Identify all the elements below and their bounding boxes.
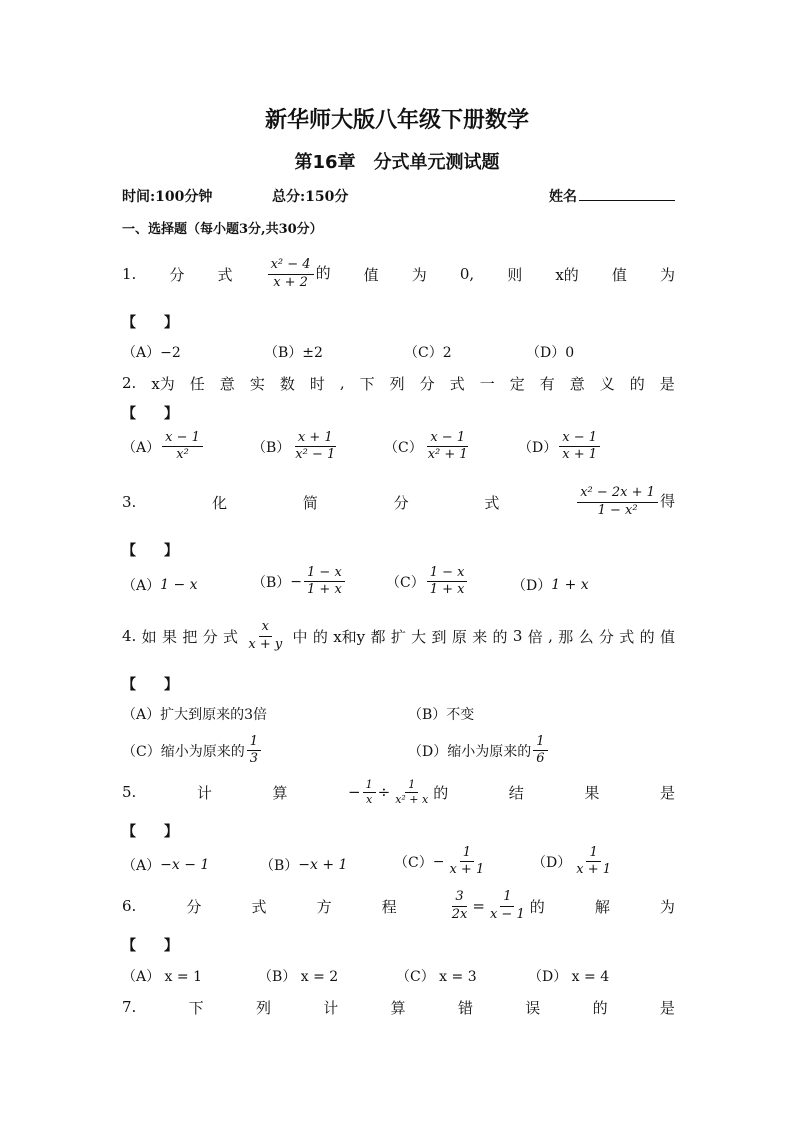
word: 的	[492, 627, 508, 646]
word: 式	[449, 374, 465, 393]
question-number: 5.	[122, 783, 137, 801]
exam-info	[122, 186, 675, 208]
question-number: 1.	[122, 265, 137, 283]
word: 解	[594, 897, 610, 916]
question-number: 3.	[122, 493, 137, 511]
word: 那	[558, 627, 574, 646]
word: 程	[381, 897, 397, 916]
numerator: x	[259, 619, 272, 636]
word: 是	[659, 998, 675, 1017]
answer-bracket: 【 】	[122, 406, 178, 422]
word: 扩	[390, 627, 406, 646]
fraction-term	[575, 485, 675, 519]
question-7	[122, 996, 675, 1018]
option-d: （D）缩小为原来的 $\frac{1}{6}$	[408, 734, 550, 768]
numerator: x² − 2x + 1	[577, 485, 658, 502]
option-a: （A）−2	[122, 345, 181, 361]
word: 的	[315, 264, 331, 282]
word: 一	[479, 374, 495, 393]
question-1-options	[122, 342, 675, 362]
word: 果	[161, 627, 177, 646]
option-b: （B） x = 2	[258, 969, 339, 985]
word: 到	[431, 627, 447, 646]
numerator: x² − 4	[268, 257, 314, 274]
word: 大	[411, 627, 427, 646]
word: 得	[659, 492, 675, 510]
word: 分	[393, 493, 409, 512]
word: 化	[212, 493, 228, 512]
word: 分	[169, 265, 185, 284]
answer-bracket: 【 】	[122, 677, 178, 693]
time-limit: 时间:100分钟	[122, 189, 213, 205]
word: 义	[599, 374, 615, 393]
word: 的	[629, 374, 645, 393]
denominator: x + y	[248, 636, 283, 652]
option-b: （B） $\frac{x + 1}{\text{x² − 1}}$	[252, 430, 336, 463]
option-c: （C）2	[404, 345, 452, 361]
word: 实	[249, 374, 265, 393]
answer-bracket: 【 】	[122, 938, 178, 954]
word: 列	[389, 374, 405, 393]
option-b: （B） − $\frac{1 - x}{1 + x}$	[252, 565, 347, 599]
question-6	[122, 886, 675, 926]
word: 的	[312, 627, 328, 646]
word: 算	[272, 783, 288, 802]
word: 为	[659, 265, 675, 284]
word: 式	[251, 897, 267, 916]
word: 是	[659, 374, 675, 393]
word: 来	[472, 627, 488, 646]
answer-bracket: 【 】	[122, 543, 178, 559]
fraction-term	[245, 619, 285, 653]
word: 简	[302, 493, 318, 512]
word: 计	[323, 998, 339, 1017]
word: 意	[569, 374, 585, 393]
word: 么	[578, 627, 594, 646]
option-c: （C） − $\frac{1}{x + 1}$	[394, 845, 485, 878]
word: 误	[525, 998, 541, 1017]
question-number: 4.	[122, 627, 137, 645]
question-3-options	[122, 565, 675, 605]
word: 分	[419, 374, 435, 393]
word: 3	[512, 627, 523, 645]
answer-bracket: 【 】	[122, 315, 178, 331]
word: 列	[255, 998, 271, 1017]
expression: − $\frac{1}{x}$ ÷ $\frac{1}{\text{x² + x}}$ 的	[348, 777, 449, 806]
word: 结	[508, 783, 524, 802]
word: 定	[509, 374, 525, 393]
question-number: 2.	[122, 374, 137, 392]
option-d: （D） $\frac{1}{x + 1}$	[532, 845, 611, 878]
option-a: （A） x = 1	[122, 969, 202, 985]
word: 为	[411, 265, 427, 284]
denominator: 1 − x²	[597, 502, 638, 518]
question-1	[122, 254, 675, 294]
word: 式	[619, 627, 635, 646]
denominator: x + 2	[273, 274, 308, 290]
option-c: （C） x = 3	[396, 969, 477, 985]
word: 倍	[527, 627, 543, 646]
question-number: 6.	[122, 897, 137, 915]
equation: $\frac{3}{2x}$ = $\frac{1}{x - 1}$ 的	[451, 889, 545, 922]
word: 式	[217, 265, 233, 284]
option-d: （D） $\frac{x - 1}{x + 1}$	[518, 430, 602, 464]
word: 方	[316, 897, 332, 916]
answer-bracket: 【 】	[122, 824, 178, 840]
word: 意	[219, 374, 235, 393]
word: 如	[141, 627, 157, 646]
name-field	[549, 186, 675, 206]
word: 错	[457, 998, 473, 1017]
question-6-options	[122, 966, 675, 986]
question-5-options	[122, 845, 675, 885]
word: 分	[186, 897, 202, 916]
total-score: 总分:150分	[272, 189, 349, 205]
word: 的	[592, 998, 608, 1017]
word: ,	[339, 374, 345, 392]
question-4	[122, 616, 675, 656]
word: 计	[196, 783, 212, 802]
word: 0,	[459, 265, 475, 283]
word: ,	[548, 627, 553, 645]
word: 时	[309, 374, 325, 393]
word: 分	[598, 627, 614, 646]
word: 有	[539, 374, 555, 393]
word: 原	[451, 627, 467, 646]
word: 是	[659, 783, 675, 802]
word: 都	[370, 627, 386, 646]
option-c: （C） $\frac{x - 1}{\text{x² + 1}}$	[384, 430, 468, 463]
word: 中	[292, 627, 308, 646]
option-c: （C） $\frac{1 - x}{1 + x}$	[386, 565, 469, 599]
option-d: （D）0	[526, 345, 575, 361]
word: 下	[188, 998, 204, 1017]
word: 果	[584, 783, 600, 802]
word: 为	[659, 897, 675, 916]
section-heading: 一、选择题（每小题3分,共30分）	[122, 222, 323, 237]
option-b: （B）不变	[408, 707, 475, 723]
word: x和y	[333, 627, 366, 646]
word: x为	[151, 374, 175, 393]
option-a: （A） $\frac{x - 1}{\text{x²}}$	[122, 430, 205, 464]
name-label: 姓名	[549, 189, 577, 205]
word: 把	[182, 627, 198, 646]
option-a: （A）扩大到原来的3倍	[122, 707, 268, 723]
option-a: （A） 1 − x	[122, 577, 198, 594]
word: 则	[507, 265, 523, 284]
question-4-options-ab	[122, 704, 675, 726]
word: 值	[611, 265, 627, 284]
word: 的	[639, 627, 655, 646]
word: 任	[189, 374, 205, 393]
page-title: 新华师大版八年级下册数学	[264, 108, 529, 133]
word: 分	[202, 627, 218, 646]
word: 下	[359, 374, 375, 393]
word: 数	[279, 374, 295, 393]
option-d: （D） x = 4	[528, 969, 610, 985]
question-2	[122, 372, 675, 394]
option-a: （A） −x − 1	[122, 857, 210, 874]
word: 式	[484, 493, 500, 512]
question-3	[122, 482, 675, 522]
word: x的	[555, 265, 579, 284]
word: 值	[659, 627, 675, 646]
word: 值	[363, 265, 379, 284]
chapter-subtitle: 第16章 分式单元测试题	[294, 152, 500, 173]
question-number: 7.	[122, 998, 137, 1016]
option-b: （B）±2	[264, 345, 323, 361]
fraction-term	[266, 257, 331, 291]
question-2-options	[122, 430, 675, 470]
question-5	[122, 772, 675, 812]
option-c: （C）缩小为原来的 $\frac{1}{3}$	[122, 734, 263, 768]
word: 算	[390, 998, 406, 1017]
question-4-options-cd	[122, 734, 675, 772]
option-d: （D） 1 + x	[512, 577, 589, 594]
word: 式	[223, 627, 239, 646]
option-b: （B） −x + 1	[260, 857, 348, 874]
name-blank[interactable]	[579, 186, 675, 201]
